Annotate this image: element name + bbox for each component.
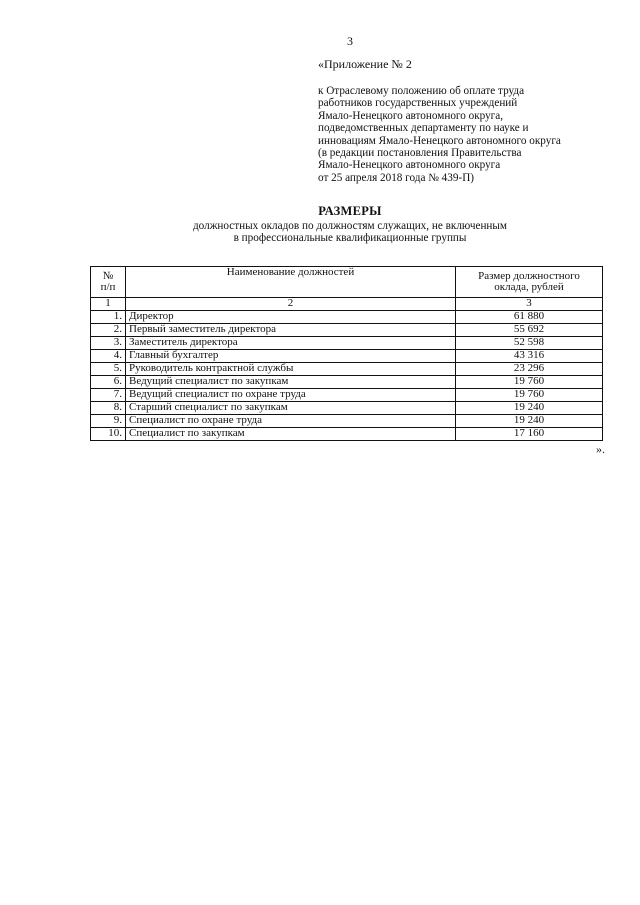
position-name: Руководитель контрактной службы [126, 363, 456, 376]
appendix-line: подведомственных департаменту по науке и [318, 122, 529, 135]
position-name: Заместитель директора [126, 337, 456, 350]
row-number: 2. [91, 324, 126, 337]
salary-value: 19 760 [456, 376, 603, 389]
table-row [91, 311, 603, 324]
table-row [91, 428, 603, 441]
column-index: 1 [91, 298, 126, 311]
position-name: Специалист по охране труда [126, 415, 456, 428]
salary-value: 55 692 [456, 324, 603, 337]
table-row [91, 376, 603, 389]
row-number: 3. [91, 337, 126, 350]
table-row [91, 402, 603, 415]
row-number: 7. [91, 389, 126, 402]
table-row [91, 350, 603, 363]
subheading-line: в профессиональные квалификационные группы [233, 232, 467, 245]
position-name: Ведущий специалист по закупкам [126, 376, 456, 389]
row-number: 6. [91, 376, 126, 389]
header-number [91, 267, 126, 298]
subheading-line: должностных окладов по должностям служащих, не включенным [192, 220, 508, 232]
salary-value: 61 880 [456, 311, 603, 324]
header-position-name: Наименование должностей [126, 267, 456, 298]
appendix-line: Ямало-Ненецкого автономного округа, [318, 109, 504, 122]
table-row [91, 363, 603, 376]
position-name: Специалист по закупкам [126, 428, 456, 441]
position-name: Старший специалист по закупкам [126, 402, 456, 415]
row-number: 8. [91, 402, 126, 415]
header-salary-line: Размер должностного [478, 270, 580, 282]
table-row [91, 415, 603, 428]
position-name: Первый заместитель директора [126, 324, 456, 337]
row-number: 10. [91, 428, 126, 441]
salary-table [90, 266, 603, 441]
appendix-line: работников государственных учреждений [318, 97, 518, 110]
table-row [91, 337, 603, 350]
table-header-row [91, 267, 603, 298]
header-number-line: п/п [100, 281, 116, 293]
salary-value: 43 316 [456, 350, 603, 363]
salary-value: 17 160 [456, 428, 603, 441]
position-name: Ведущий специалист по охране труда [126, 389, 456, 402]
row-number: 1. [91, 311, 126, 324]
salary-value: 19 760 [456, 389, 603, 402]
salary-value: 19 240 [456, 402, 603, 415]
column-index: 3 [456, 298, 603, 311]
appendix-title: «Приложение № 2 [318, 57, 412, 71]
appendix-line: от 25 апреля 2018 года № 439-П) [318, 171, 474, 184]
salary-value: 19 240 [456, 415, 603, 428]
position-name: Директор [126, 311, 456, 324]
row-number: 4. [91, 350, 126, 363]
column-index: 2 [126, 298, 456, 311]
header-salary [456, 267, 603, 298]
salary-value: 23 296 [456, 363, 603, 376]
table-row [91, 324, 603, 337]
row-number: 5. [91, 363, 126, 376]
header-number-line: № [102, 270, 114, 282]
table-row [91, 389, 603, 402]
salary-value: 52 598 [456, 337, 603, 350]
appendix-line: Ямало-Ненецкого автономного округа [318, 159, 501, 172]
closing-quote-mark: ». [596, 442, 605, 456]
appendix-line: инновациям Ямало-Ненецкого автономного округа [318, 134, 561, 147]
row-number: 9. [91, 415, 126, 428]
appendix-reference [318, 85, 618, 184]
appendix-line: (в редакции постановления Правительства [318, 147, 522, 160]
page-number: 3 [347, 34, 353, 48]
header-salary-line: оклада, рублей [494, 281, 564, 293]
position-name: Главный бухгалтер [126, 350, 456, 363]
document-heading: РАЗМЕРЫ [318, 204, 382, 218]
document-subheading [0, 220, 640, 245]
appendix-line: к Отраслевому положению об оплате труда [318, 85, 525, 97]
column-index-row [91, 298, 603, 311]
